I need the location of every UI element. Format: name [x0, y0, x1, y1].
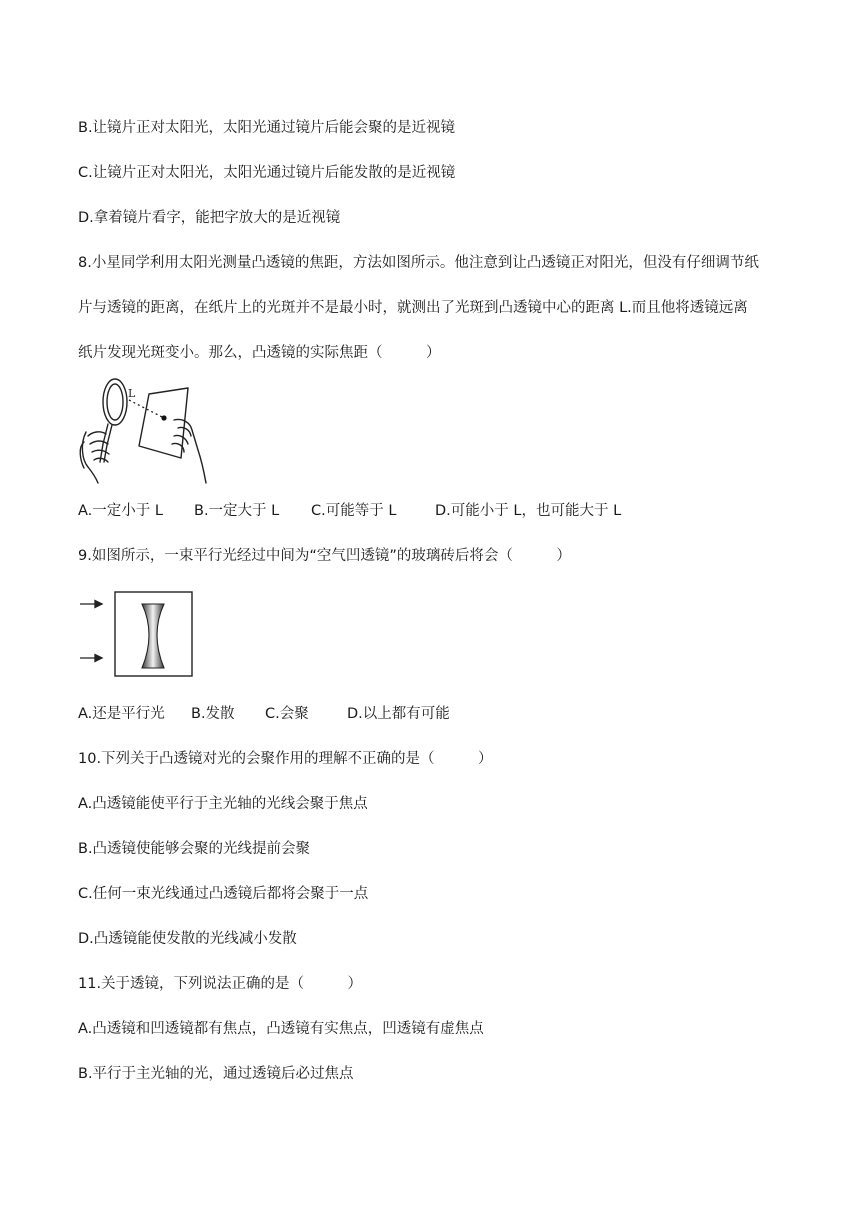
- q11-option-b: B.平行于主光轴的光，通过透镜后必过焦点: [78, 1066, 354, 1082]
- q9-option-d: D.以上都有可能: [347, 706, 450, 722]
- q7-option-d: D.拿着镜片看字，能把字放大的是近视镜: [78, 210, 341, 226]
- q9-option-c: C.会聚: [265, 706, 309, 722]
- q8-option-d: D.可能小于 L，也可能大于 L: [435, 503, 622, 519]
- q10-option-d: D.凸透镜能使发散的光线减小发散: [78, 931, 297, 947]
- q8-stem-line-2: 片与透镜的距离，在纸片上的光斑并不是最小时，就测出了光斑到凸透镜中心的距离 L.而且他将透镜远离: [78, 300, 748, 316]
- q8-options: [78, 501, 778, 521]
- q10-option-b: B.凸透镜使能够会聚的光线提前会聚: [78, 841, 311, 857]
- q8-option-b: B.一定大于 L: [194, 503, 280, 519]
- q8-figure-lens-and-paper: [78, 372, 210, 484]
- q11-stem: 11.关于透镜，下列说法正确的是（ ）: [78, 976, 363, 992]
- arrow-head-icon: [95, 601, 102, 608]
- q9-options: [78, 704, 778, 724]
- left-hand: [82, 432, 98, 483]
- distance-label: L: [128, 387, 136, 400]
- right-hand: [174, 419, 206, 483]
- q10-option-a: A.凸透镜能使平行于主光轴的光线会聚于焦点: [78, 796, 368, 812]
- q9-figure-glass-block: [78, 588, 198, 680]
- q11-option-a: A.凸透镜和凹透镜都有焦点，凸透镜有实焦点，凹透镜有虚焦点: [78, 1021, 484, 1037]
- q9-stem: 9.如图所示，一束平行光经过中间为“空气凹透镜”的玻璃砖后将会（ ）: [78, 548, 571, 564]
- q7-option-c: C.让镜片正对太阳光，太阳光通过镜片后能发散的是近视镜: [78, 165, 456, 181]
- q8-option-a: A.一定小于 L: [78, 503, 163, 519]
- q10-stem: 10.下列关于凸透镜对光的会聚作用的理解不正确的是（ ）: [78, 751, 493, 767]
- q9-option-a: A.还是平行光: [78, 706, 165, 722]
- q7-option-b: B.让镜片正对太阳光，太阳光通过镜片后能会聚的是近视镜: [78, 120, 456, 136]
- q8-stem-line-1: 8.小星同学利用太阳光测量凸透镜的焦距，方法如图所示。他注意到让凸透镜正对阳光，但没有仔细调节纸: [78, 255, 759, 271]
- arrow-head-icon: [95, 655, 102, 662]
- paper-sheet: [139, 388, 188, 458]
- q8-option-c: C.可能等于 L: [311, 503, 397, 519]
- light-spot: [161, 415, 166, 420]
- q9-option-b: B.发散: [191, 706, 235, 722]
- q8-stem-line-3: 纸片发现光斑变小。那么，凸透镜的实际焦距（ ）: [78, 345, 441, 361]
- q10-option-c: C.任何一束光线通过凸透镜后都将会聚于一点: [78, 886, 369, 902]
